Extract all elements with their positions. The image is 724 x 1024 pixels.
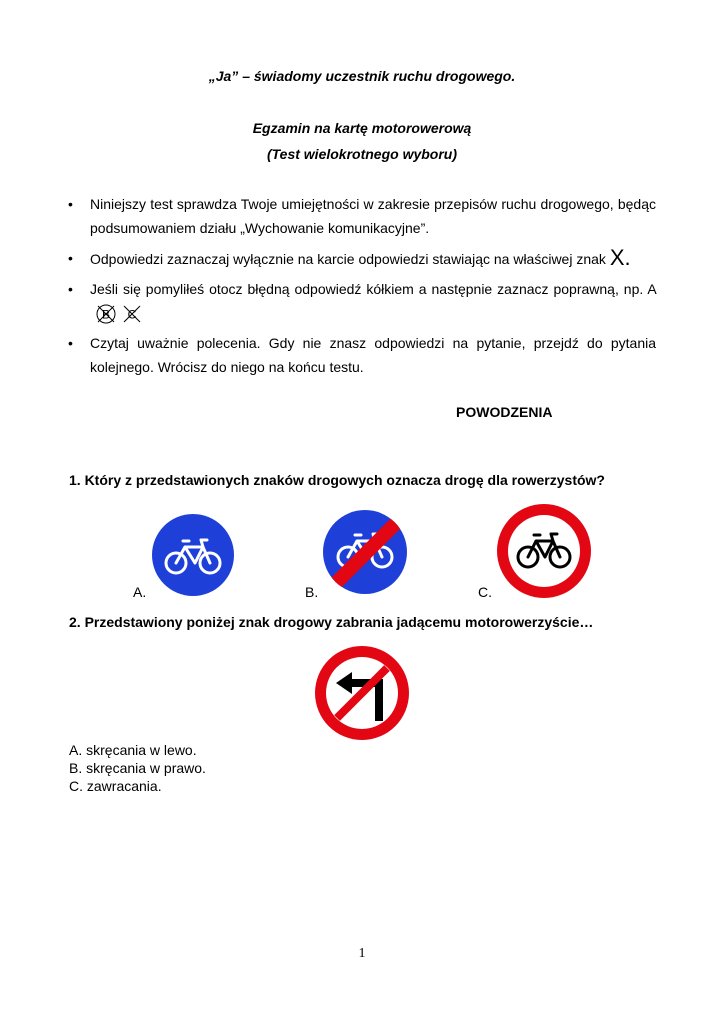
q1-option-c: C. [478, 584, 492, 600]
instructions-list [66, 192, 656, 385]
no-bicycles-sign-icon [496, 503, 592, 599]
example-letter-b: B [101, 307, 111, 322]
bullet-icon: • [68, 196, 73, 212]
crossed-c-icon [122, 304, 142, 324]
circled-crossed-b-icon [96, 304, 116, 324]
q2-answer-a: A. skręcania w lewo. [69, 742, 197, 758]
page-number: 1 [358, 946, 366, 961]
end-of-bicycle-path-sign-icon [322, 509, 408, 595]
no-left-turn-sign-icon [314, 645, 410, 741]
q1-option-a: A. [133, 584, 147, 600]
instruction-4: • Czytaj uważnie polecenia. Gdy nie znasz odpowiedzi na pytanie, przejdź do pytania kolejnego. Wrócisz do niego na końcu testu. [66, 331, 656, 379]
good-luck-text: POWODZENIA [456, 404, 553, 420]
document-title: „Ja” – świadomy uczestnik ruchu drogowego. [208, 68, 516, 84]
exam-title: Egzamin na kartę motorowerową [252, 120, 472, 136]
instruction-1: • Niniejszy test sprawdza Twoje umiejętności w zakresie przepisów ruchu drogowego, będąc podsumowaniem działu „Wychowanie komunikacyjne”. [66, 192, 656, 240]
bullet-icon: • [68, 281, 73, 297]
q1-option-b: B. [305, 584, 319, 600]
bicycle-path-sign-icon [151, 513, 235, 597]
instruction-3: • Jeśli się pomyliłeś otocz błędną odpowiedź kółkiem a następnie zaznacz poprawną, np. A B C [66, 277, 656, 325]
question-2: 2. Przedstawiony poniżej znak drogowy zabrania jadącemu motorowerzyście… [69, 614, 594, 630]
q2-answer-b: B. skręcania w prawo. [69, 760, 206, 776]
x-mark: X. [609, 245, 631, 270]
question-1: 1. Który z przedstawionych znaków drogowych oznacza drogę dla rowerzystów? [69, 472, 605, 488]
exam-subtitle: (Test wielokrotnego wyboru) [266, 146, 458, 162]
example-letter-c: C [127, 307, 137, 322]
q2-answer-c: C. zawracania. [69, 778, 162, 794]
bullet-icon: • [68, 335, 73, 351]
bullet-icon: • [68, 250, 73, 266]
instruction-2: • Odpowiedzi zaznaczaj wyłącznie na karcie odpowiedzi stawiając na właściwej znak X. [68, 245, 631, 270]
